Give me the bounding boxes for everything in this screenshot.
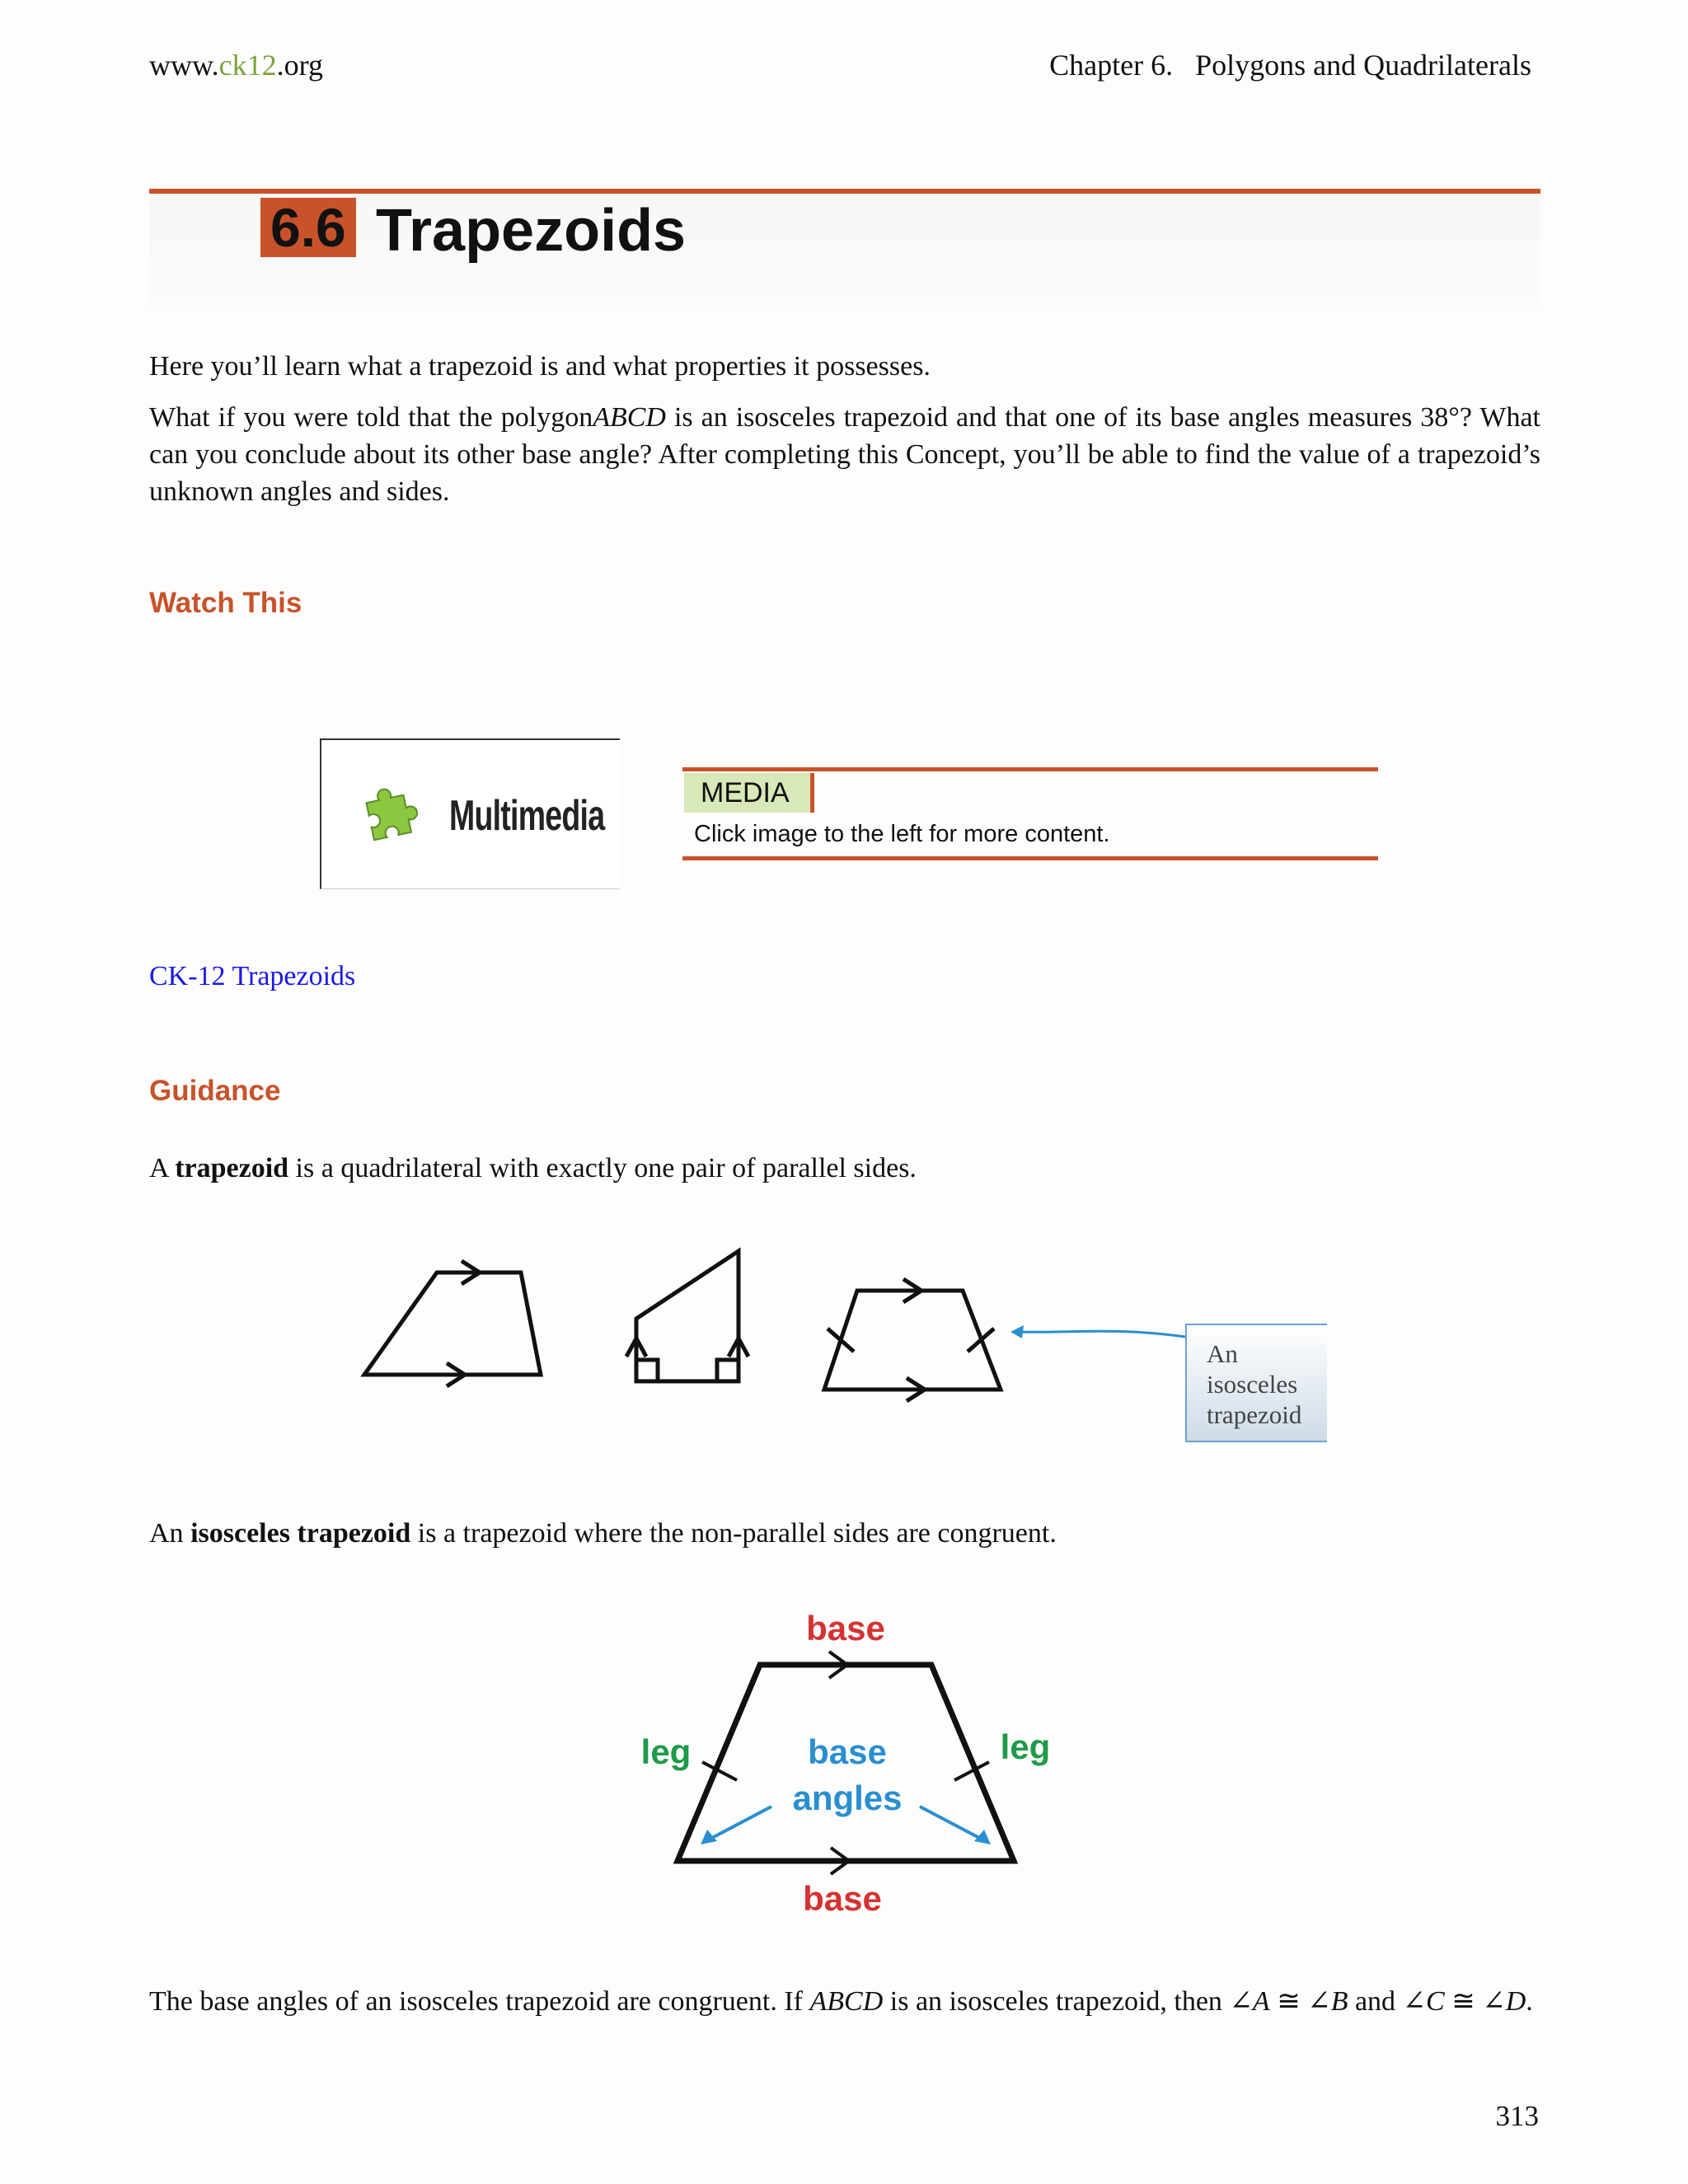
watch-this-heading: Watch This [149,587,302,619]
title-band [149,194,1540,309]
callout-arrow [1017,1331,1185,1337]
trapezoid-1 [364,1272,541,1375]
label-base-angles-2: angles [792,1779,903,1817]
iso-term: isosceles trapezoid [190,1518,411,1549]
media-top-rule [682,767,1378,771]
angle-d: ∠D [1482,1986,1526,2017]
site-prefix: www. [149,49,219,82]
site-suffix: .org [276,49,323,82]
media-tag: MEDIA [684,773,814,813]
multimedia-thumbnail[interactable] [320,738,620,889]
def-text-b: is a quadrilateral with exactly one pair of parallel sides. [288,1153,917,1183]
labeled-trapezoid-diagram [626,1599,1088,1929]
trapezoid-definition [149,1150,1540,1187]
callout-arrowhead [1010,1325,1024,1338]
chapter-title: Chapter 6. Polygons and Quadrilaterals [1049,49,1531,82]
theorem-text-b: is an isosceles trapezoid, then [883,1986,1230,2017]
section-title: Trapezoids [376,198,687,264]
right-angle-mark-left [636,1360,658,1381]
label-base-angles-1: base [808,1732,887,1771]
angle-arrow-left [709,1807,771,1840]
page-number: 313 [1495,2100,1539,2132]
congruent-symbol-2: ≅ [1444,1986,1483,2017]
site-url[interactable] [149,48,323,82]
label-left-leg: leg [640,1732,692,1771]
def-term: trapezoid [175,1153,289,1183]
isosceles-callout [1185,1324,1327,1442]
media-caption: Click image to the left for more content. [694,821,1110,847]
site-brand: ck12 [218,49,277,82]
polygon-name: ABCD [593,402,666,433]
right-angle-mark-right [717,1360,738,1381]
intro-paragraph-2 [149,399,1540,510]
section-number: 6.6 [260,198,356,257]
def-text-a: A [149,1153,176,1183]
iso-text-a: An [149,1518,191,1549]
base-angles-theorem [149,1983,1540,2020]
trapezoid-examples-figure [346,1236,1203,1434]
angle-c: ∠C [1402,1986,1445,2017]
congruent-tick-left [828,1329,854,1352]
guidance-heading: Guidance [149,1075,281,1107]
iso-text-b: is a trapezoid where the non-parallel sides are congruent. [410,1518,1057,1549]
puzzle-icon [361,783,424,846]
label-bottom-base: base [803,1879,882,1918]
ck12-trapezoids-link[interactable]: CK-12 Trapezoids [149,961,356,991]
isosceles-definition [149,1515,1540,1552]
multimedia-label: Multimedia [449,792,605,840]
label-top-base: base [806,1609,885,1647]
intro-text-b: is an isosceles trapezoid and that one of its base angles measures 38°? What can you conclude about its other base angle? After completing this Concept, you’ll be able to find the value of a trapezoid’s unknown angles and sides. [149,402,1540,507]
theorem-and: and [1348,1986,1396,2017]
isosceles-trapezoid [824,1291,1001,1390]
callout-line-3: trapezoid [1207,1400,1302,1429]
congruent-tick-right [968,1329,994,1352]
callout-line-1: An [1207,1339,1238,1368]
intro-paragraph-1: Here you’ll learn what a trapezoid is and what properties it possesses. [149,351,931,382]
theorem-abcd: ABCD [809,1986,884,2017]
congruent-symbol-1: ≅ [1269,1986,1308,2017]
angle-b: ∠B [1307,1986,1348,2017]
angle-arrow-right [920,1807,982,1840]
angle-a: ∠A [1229,1986,1270,2017]
label-right-leg: leg [1000,1727,1051,1766]
intro-text-a: What if you were told that the polygon [149,402,593,433]
callout-line-2: isosceles [1207,1370,1298,1399]
theorem-text-a: The base angles of an isosceles trapezoid are congruent. If [149,1986,810,2017]
theorem-end: . [1526,1986,1533,2017]
media-bottom-rule [682,856,1378,860]
